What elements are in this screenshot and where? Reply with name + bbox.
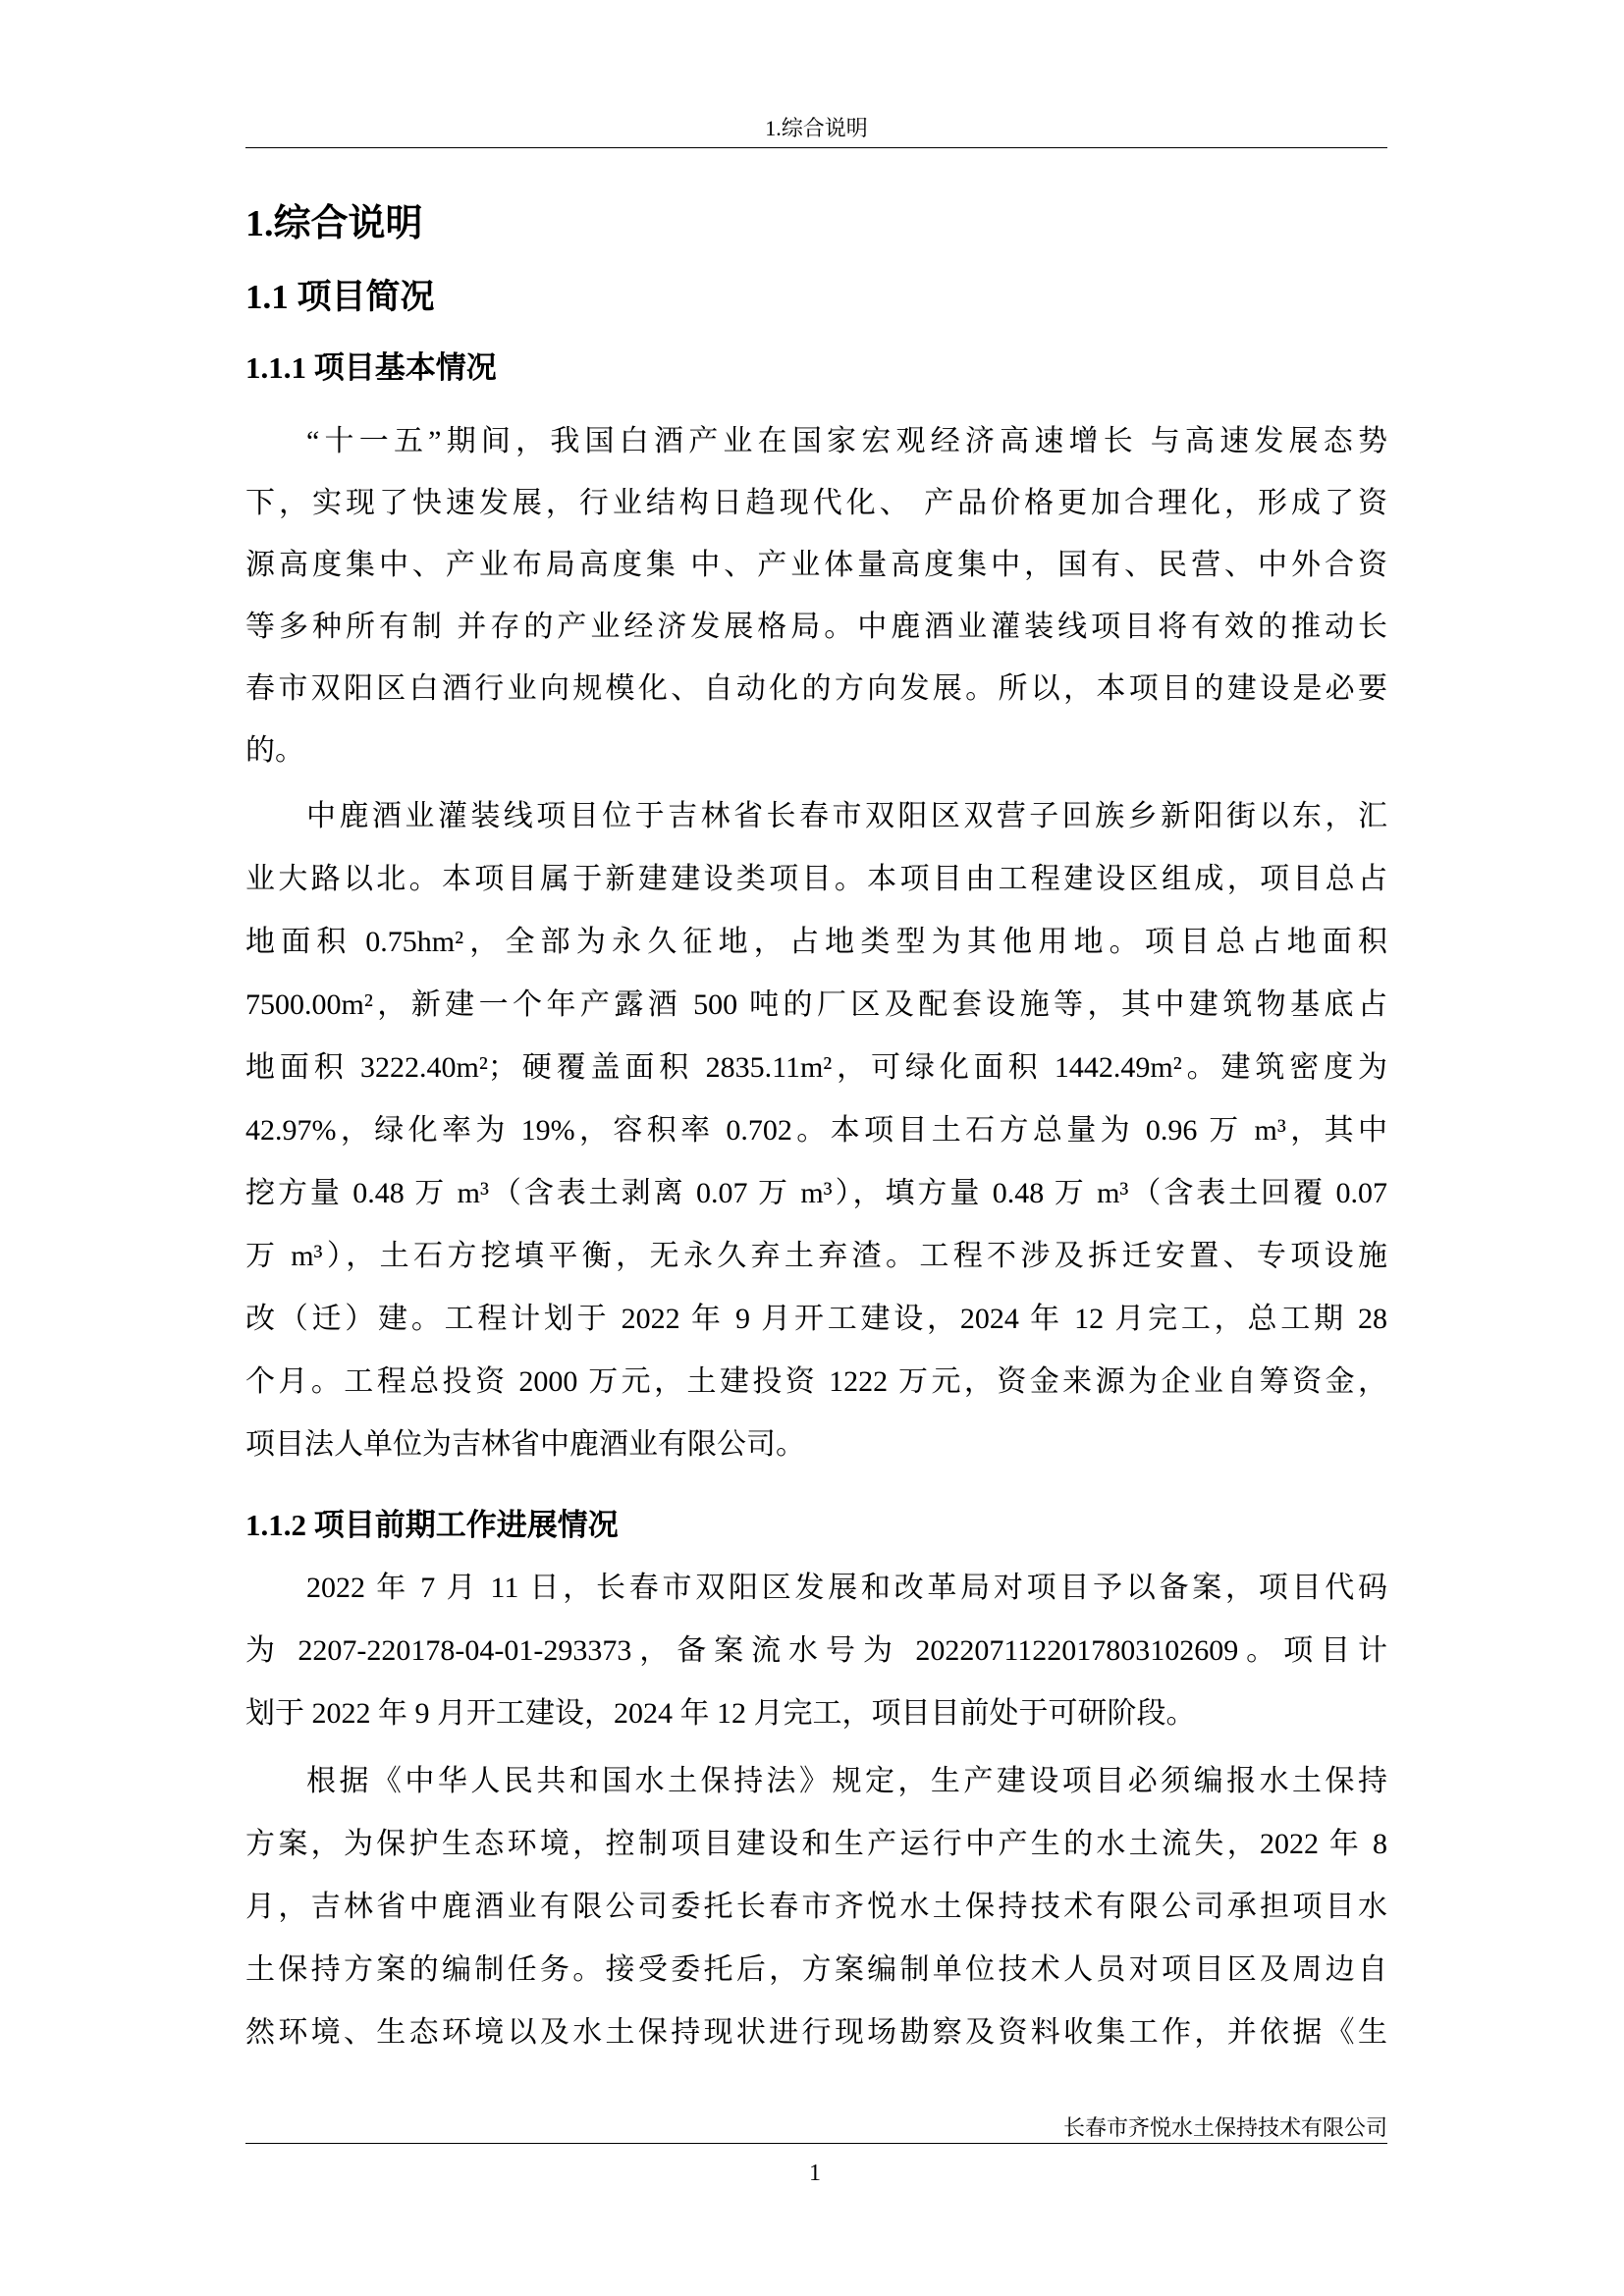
chapter-heading: 1.综合说明 — [245, 203, 423, 244]
text-line: 源高度集中、产业布局高度集 中、产业体量高度集中，国有、民营、中外合资 — [245, 549, 1387, 581]
text-line: “十一五”期间，我国白酒产业在国家宏观经济高速增长 与高速发展态势 — [306, 425, 1387, 457]
paragraph-location — [245, 785, 1387, 1476]
paragraph-commission — [245, 1750, 1387, 2064]
text-line: 然环境、生态环境以及水土保持现状进行现场勘察及资料收集工作，并依据《生 — [245, 2016, 1387, 2049]
text-line: 地面积 3222.40m²；硬覆盖面积 2835.11m²，可绿化面积 1442.49m²。建筑密度为 — [245, 1051, 1387, 1084]
text-line: 月，吉林省中鹿酒业有限公司委托长春市齐悦水土保持技术有限公司承担项目水 — [245, 1891, 1387, 1923]
text-line: 方案，为保护生态环境，控制项目建设和生产运行中产生的水土流失，2022 年 8 — [245, 1828, 1387, 1860]
subsection-heading-basic: 1.1.1 项目基本情况 — [245, 350, 497, 385]
running-header: 1.综合说明 — [765, 116, 868, 140]
header-rule — [245, 147, 1387, 148]
text-line: 等多种所有制 并存的产业经济发展格局。中鹿酒业灌装线项目将有效的推动长 — [245, 611, 1387, 643]
subsection-heading-progress: 1.1.2 项目前期工作进展情况 — [245, 1508, 619, 1542]
text-line: 个月。工程总投资 2000 万元，土建投资 1222 万元，资金来源为企业自筹资金， — [245, 1365, 1387, 1398]
text-line: 7500.00m²，新建一个年产露酒 500 吨的厂区及配套设施等，其中建筑物基底占 — [245, 988, 1387, 1021]
page-number: 1 — [809, 2161, 821, 2186]
paragraph-filing — [245, 1557, 1387, 1745]
footer-company: 长春市齐悦水土保持技术有限公司 — [1062, 2115, 1387, 2140]
footer-rule — [245, 2143, 1387, 2144]
text-line: 42.97%，绿化率为 19%，容积率 0.702。本项目土石方总量为 0.96 万 m³，其中 — [245, 1114, 1387, 1147]
text-line: 根据《中华人民共和国水土保持法》规定，生产建设项目必须编报水土保持 — [306, 1765, 1387, 1797]
text-line: 地面积 0.75hm²，全部为永久征地，占地类型为其他用地。项目总占地面积 — [245, 926, 1387, 958]
text-line: 万 m³），土石方挖填平衡，无永久弃土弃渣。工程不涉及拆迁安置、专项设施 — [245, 1240, 1387, 1272]
text-line: 改（迁）建。工程计划于 2022 年 9 月开工建设，2024 年 12 月完工，总工期 28 — [245, 1303, 1387, 1335]
text-line: 2022 年 7 月 11 日，长春市双阳区发展和改革局对项目予以备案，项目代码 — [306, 1572, 1387, 1604]
text-line: 项目法人单位为吉林省中鹿酒业有限公司。 — [245, 1428, 805, 1461]
text-line: 划于 2022 年 9 月开工建设，2024 年 12 月完工，项目目前处于可研阶段。 — [245, 1697, 1196, 1730]
text-line: 挖方量 0.48 万 m³（含表土剥离 0.07 万 m³），填方量 0.48 万 m³（含表土回覆 0.07 — [245, 1177, 1387, 1209]
text-line: 土保持方案的编制任务。接受委托后，方案编制单位技术人员对项目区及周边自 — [245, 1953, 1387, 1986]
text-line: 春市双阳区白酒行业向规模化、自动化的方向发展。所以，本项目的建设是必要 — [245, 672, 1387, 705]
paragraph-industry — [245, 410, 1387, 781]
text-line: 的。 — [245, 734, 304, 767]
text-line: 下，实现了快速发展，行业结构日趋现代化、 产品价格更加合理化，形成了资 — [245, 487, 1387, 519]
text-line: 中鹿酒业灌装线项目位于吉林省长春市双阳区双营子回族乡新阳街以东，汇 — [306, 800, 1387, 832]
text-line: 业大路以北。本项目属于新建建设类项目。本项目由工程建设区组成，项目总占 — [245, 863, 1387, 895]
section-heading: 1.1 项目简况 — [245, 278, 435, 316]
text-line: 为 2207-220178-04-01-293373，备案流水号为 2022071122017803102609。项目计 — [245, 1634, 1387, 1667]
